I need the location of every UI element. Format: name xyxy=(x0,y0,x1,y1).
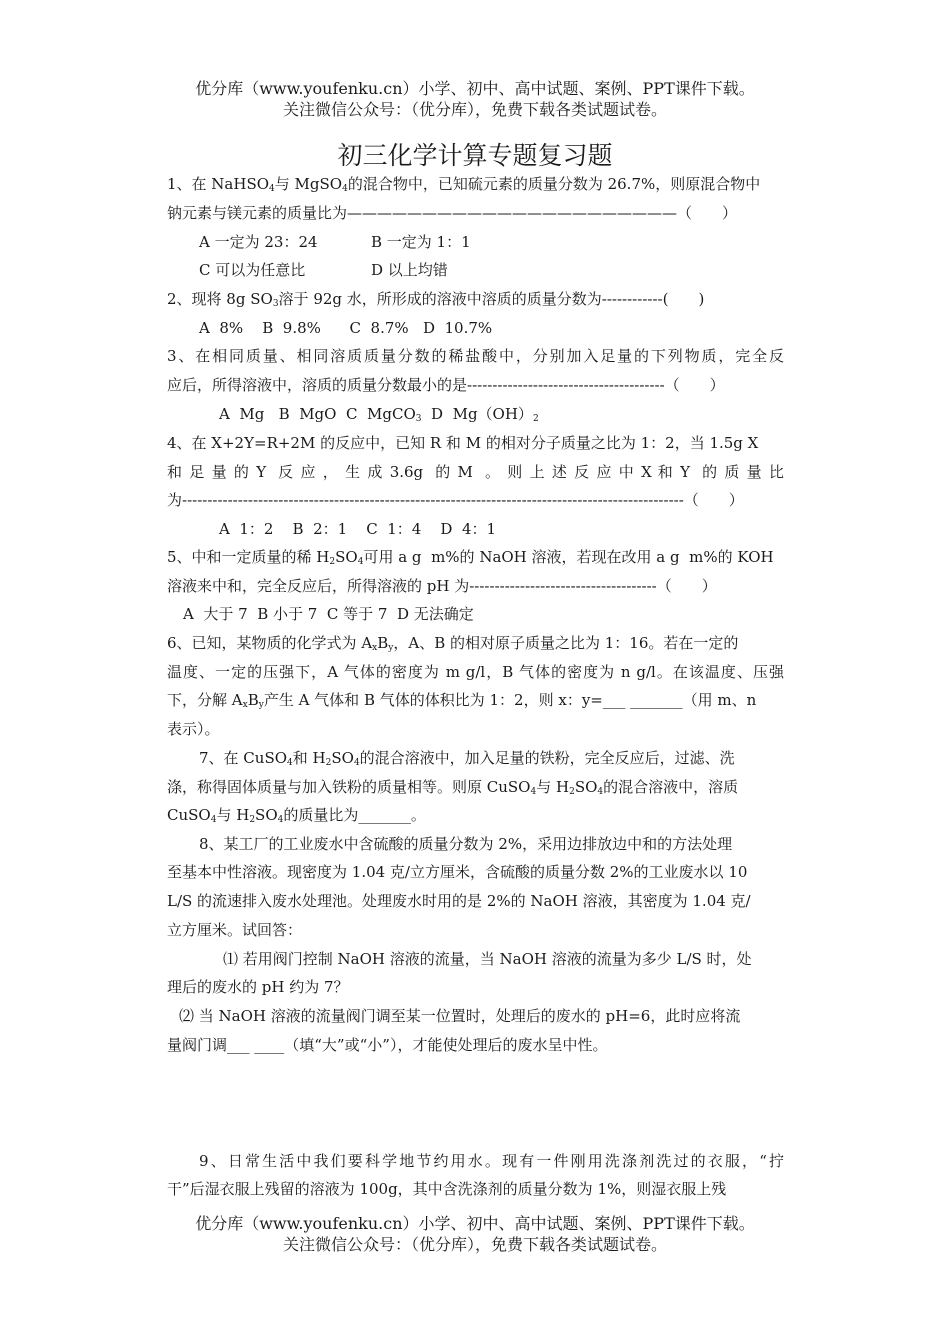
q8-line-4: 立方厘米。试回答： xyxy=(167,921,303,939)
q1-option-d: D 以上均错 xyxy=(371,261,448,279)
q8-line-3: L/S 的流速排入废水处理池。处理废水时用的是 2%的 NaOH 溶液，其密度为 1.04 克/ xyxy=(167,892,751,910)
q3-options: A Mg B MgO C MgCO$_3$ D $Mg(OH)_2$ xyxy=(219,405,539,424)
q4-options: A 1：2 B 2：1 C 1：4 D 4：1 xyxy=(219,520,497,538)
q1-line-2: 钠元素与镁元素的质量比为——————————————————————（ ） xyxy=(167,204,738,222)
q4-line-1: 4、在 X+2Y=R+2M 的反应中，已知 R 和 M 的相对分子质量之比为 1：2，当 1.5g X xyxy=(167,434,759,452)
q5-line-1: 5、中和一定质量的稀 $H_2SO_4$可用 a g m%的 NaOH 溶液，若现在改用 a g m%的 KOH xyxy=(167,548,774,567)
footer-line-2: 关注微信公众号：（优分库），免费下载各类试题试卷。 xyxy=(282,1235,667,1254)
q2-options: A 8% B 9.8% C 8.7% D 10.7% xyxy=(199,319,493,337)
q7-line-1: 7、在 CuSO$_4$和 $H_2SO_4$的混合溶液中，加入足量的铁粉，完全反应后，过滤、洗 xyxy=(199,749,735,768)
q2-line-1: 2、现将 8g $SO_3$溶于 92g 水，所形成的溶液中溶质的质量分数为------------( ) xyxy=(167,290,705,309)
q6-line-1: 6、已知，某物质的化学式为 $A_xB_y$，A、B 的相对原子质量之比为 1：16。若在一定的 xyxy=(167,634,739,653)
q8-part-2-line-2: 量阀门调___ ____（填“大”或“小”），才能使处理后的废水呈中性。 xyxy=(167,1036,608,1054)
q5-line-2: 溶液来中和，完全反应后，所得溶液的 pH 为-------------------------------------（ ） xyxy=(167,577,717,595)
header-line-1: 优分库（www.youfenku.cn）小学、初中、高中试题、案例、PPT课件下载。 xyxy=(195,79,755,98)
header-line-2: 关注微信公众号：（优分库），免费下载各类试题试卷。 xyxy=(282,100,667,119)
q7-line-3: CuSO$_4$与 $H_2SO_4$的质量比为_______。 xyxy=(167,806,426,825)
q5-options: A 大于 7 B 小于 7 C 等于 7 D 无法确定 xyxy=(183,605,474,623)
q1-option-a: A 一定为 23：24 xyxy=(199,233,318,251)
q8-line-2: 至基本中性溶液。现密度为 1.04 克/立方厘米，含硫酸的质量分数 2%的工业废水以 10 xyxy=(167,863,748,881)
q8-line-1: 8、某工厂的工业废水中含硫酸的质量分数为 2%，采用边排放边中和的方法处理 xyxy=(199,835,733,853)
q4-line-2: 和 足 量 的 Y 反 应 ， 生 成 3.6g 的 M 。 则 上 述 反 应 中 X 和 Y 的 质 量 比 xyxy=(167,463,784,481)
footer-line-1: 优分库（www.youfenku.cn）小学、初中、高中试题、案例、PPT课件下载。 xyxy=(195,1214,755,1233)
q1-line-1: 1、在 NaHSO$_4$与 MgSO$_4$的混合物中，已知硫元素的质量分数为 26.7%，则原混合物中 xyxy=(167,175,761,194)
q7-line-2: 涤，称得固体质量与加入铁粉的质量相等。则原 CuSO$_4$与 $H_2SO_4$的混合溶液中，溶质 xyxy=(167,778,739,797)
q8-part-1-line-2: 理后的废水的 pH 约为 7？ xyxy=(167,978,349,996)
q1-option-b: B 一定为 1：1 xyxy=(371,233,471,251)
q9-line-1: 9、日常生活中我们要科学地节约用水。现有一件刚用洗涤剂洗过的衣服，“拧 xyxy=(199,1152,784,1170)
q9-line-2: 干”后湿衣服上残留的溶液为 100g，其中含洗涤剂的质量分数为 1%，则湿衣服上残 xyxy=(167,1180,727,1198)
q8-part-1-line-1: ⑴ 若用阀门控制 NaOH 溶液的流量，当 NaOH 溶液的流量为多少 L/S 时，处 xyxy=(223,950,752,968)
q4-line-3: 为---------------------------------------------------------------------------------------------------（ ） xyxy=(167,491,744,509)
q1-option-c: C 可以为任意比 xyxy=(199,261,306,279)
q3-line-2: 应后，所得溶液中，溶质的质量分数最小的是---------------------------------------（ ） xyxy=(167,376,725,394)
q3-line-1: 3、在相同质量、相同溶质质量分数的稀盐酸中，分别加入足量的下列物质，完全反 xyxy=(167,347,784,365)
q8-part-2-line-1: ⑵ 当 NaOH 溶液的流量阀门调至某一位置时，处理后的废水的 pH=6，此时应将流 xyxy=(179,1007,741,1025)
q6-line-3: 下，分解 $A_xB_y$产生 A 气体和 B 气体的体积比为 1：2，则 x：y=___ _______（用 m、n xyxy=(167,691,757,710)
q6-line-4: 表示）。 xyxy=(167,720,220,738)
page-title: 初三化学计算专题复习题 xyxy=(337,141,613,170)
q6-line-2: 温度、一定的压强下，A 气体的密度为 m g/l，B 气体的密度为 n g/l。在该温度、压强 xyxy=(167,663,784,681)
